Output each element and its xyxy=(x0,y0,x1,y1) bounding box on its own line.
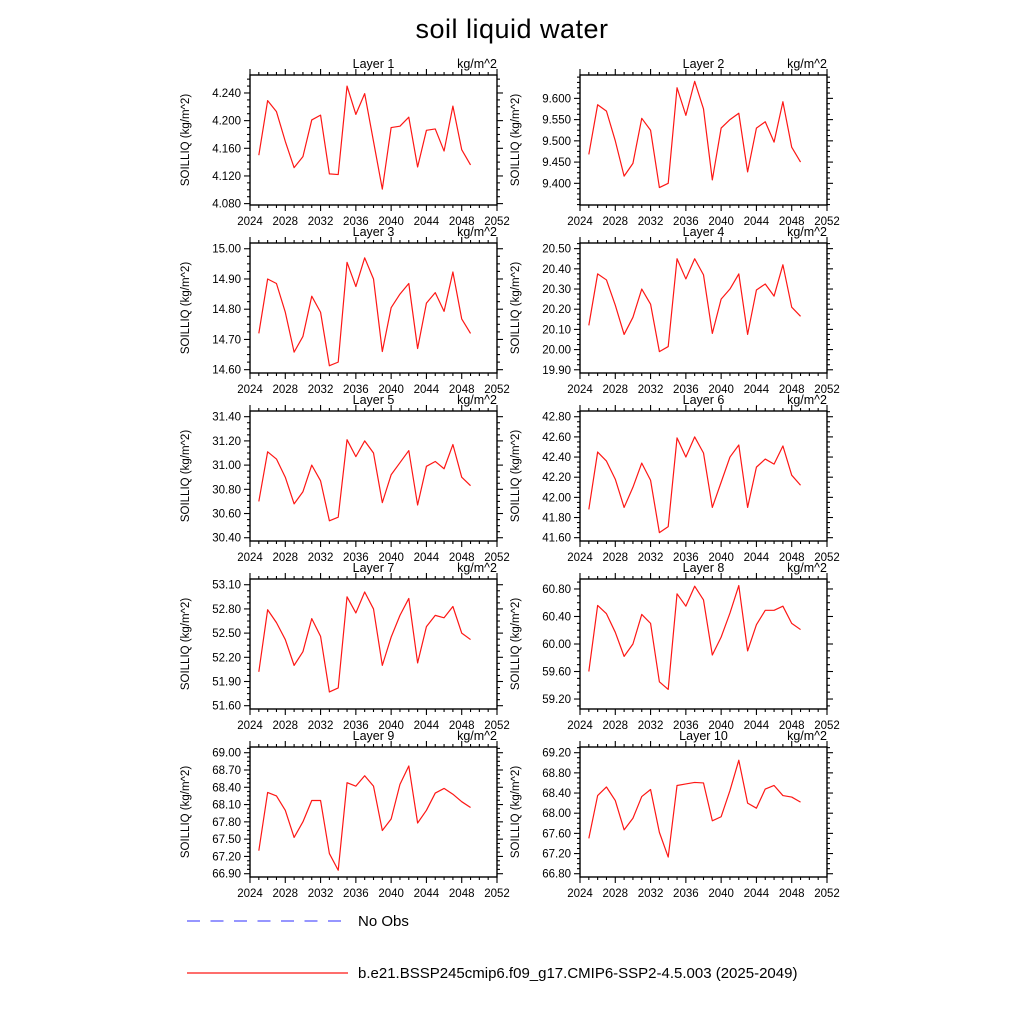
svg-text:2040: 2040 xyxy=(708,720,734,732)
svg-text:52.20: 52.20 xyxy=(212,652,241,665)
layer-5-chart xyxy=(172,387,517,575)
svg-text:2052: 2052 xyxy=(814,720,840,732)
svg-text:4.080: 4.080 xyxy=(212,198,241,211)
y-axis-label: SOILLIQ (kg/m^2) xyxy=(510,93,522,187)
svg-text:53.10: 53.10 xyxy=(212,579,241,592)
svg-text:2032: 2032 xyxy=(637,384,664,396)
panel-title: Layer 7 xyxy=(352,561,395,575)
panel-units: kg/m^2 xyxy=(457,225,497,239)
y-axis-label: SOILLIQ (kg/m^2) xyxy=(180,93,192,187)
svg-text:2024: 2024 xyxy=(567,384,593,396)
soilliq-series-line xyxy=(589,760,801,857)
svg-text:20.30: 20.30 xyxy=(542,284,571,297)
svg-text:2040: 2040 xyxy=(708,888,734,900)
svg-text:30.80: 30.80 xyxy=(212,484,241,497)
svg-text:2028: 2028 xyxy=(602,720,629,732)
layer-4-chart xyxy=(502,219,847,407)
panel-units: kg/m^2 xyxy=(787,225,827,239)
svg-text:2028: 2028 xyxy=(272,552,299,564)
axes xyxy=(542,405,840,564)
svg-text:30.40: 30.40 xyxy=(212,532,241,545)
axes xyxy=(212,69,510,228)
axes xyxy=(212,741,510,900)
svg-text:2052: 2052 xyxy=(484,216,510,228)
svg-text:20.00: 20.00 xyxy=(542,344,571,357)
svg-text:2028: 2028 xyxy=(272,720,299,732)
panel-units: kg/m^2 xyxy=(787,729,827,743)
soilliq-series-line xyxy=(259,86,471,189)
svg-text:9.450: 9.450 xyxy=(542,157,571,170)
svg-text:68.40: 68.40 xyxy=(212,782,241,795)
svg-text:2044: 2044 xyxy=(413,216,440,228)
svg-text:2032: 2032 xyxy=(637,552,664,564)
panel-units: kg/m^2 xyxy=(787,57,827,71)
y-axis-label: SOILLIQ (kg/m^2) xyxy=(510,765,522,859)
legend-model-label: b.e21.BSSP245cmip6.f09_g17.CMIP6-SSP2-4.5.003 (2025-2049) xyxy=(358,965,798,982)
svg-text:31.40: 31.40 xyxy=(212,411,241,424)
plot-frame xyxy=(580,579,827,709)
svg-text:9.500: 9.500 xyxy=(542,135,571,148)
axes xyxy=(542,573,840,732)
panel-units: kg/m^2 xyxy=(457,393,497,407)
svg-text:60.40: 60.40 xyxy=(542,611,571,624)
svg-text:2032: 2032 xyxy=(637,888,664,900)
panel-title: Layer 10 xyxy=(679,729,728,743)
soilliq-series-line xyxy=(259,766,471,870)
soilliq-series-line xyxy=(589,437,801,533)
svg-text:2048: 2048 xyxy=(448,720,475,732)
svg-text:2040: 2040 xyxy=(378,216,404,228)
svg-text:51.90: 51.90 xyxy=(212,676,241,689)
svg-text:2036: 2036 xyxy=(673,888,699,900)
svg-text:2036: 2036 xyxy=(673,216,699,228)
plot-frame xyxy=(580,747,827,877)
svg-text:4.240: 4.240 xyxy=(212,87,241,100)
y-axis-label: SOILLIQ (kg/m^2) xyxy=(510,597,522,691)
svg-text:2044: 2044 xyxy=(743,552,770,564)
layer-10-chart xyxy=(502,723,847,911)
panel-units: kg/m^2 xyxy=(457,57,497,71)
svg-text:2032: 2032 xyxy=(307,720,334,732)
svg-text:68.10: 68.10 xyxy=(212,799,241,812)
svg-text:2032: 2032 xyxy=(307,216,334,228)
svg-text:2048: 2048 xyxy=(778,720,805,732)
svg-text:2048: 2048 xyxy=(778,888,805,900)
panel-units: kg/m^2 xyxy=(457,729,497,743)
svg-text:42.40: 42.40 xyxy=(542,452,571,465)
svg-text:30.60: 30.60 xyxy=(212,508,241,521)
svg-text:2044: 2044 xyxy=(413,720,440,732)
plot-frame xyxy=(580,243,827,373)
layer-2-chart xyxy=(502,51,847,239)
svg-text:14.80: 14.80 xyxy=(212,304,241,317)
svg-text:59.60: 59.60 xyxy=(542,666,571,679)
svg-text:2028: 2028 xyxy=(602,552,629,564)
svg-text:2044: 2044 xyxy=(743,384,770,396)
svg-text:42.60: 42.60 xyxy=(542,431,571,444)
y-axis-label: SOILLIQ (kg/m^2) xyxy=(180,765,192,859)
svg-text:9.600: 9.600 xyxy=(542,93,571,106)
y-axis-label: SOILLIQ (kg/m^2) xyxy=(180,261,192,355)
soilliq-series-line xyxy=(259,592,471,692)
svg-text:20.40: 20.40 xyxy=(542,263,571,276)
svg-text:2032: 2032 xyxy=(637,216,664,228)
axes xyxy=(542,237,840,396)
svg-text:67.60: 67.60 xyxy=(542,828,571,841)
svg-text:20.20: 20.20 xyxy=(542,304,571,317)
svg-text:42.80: 42.80 xyxy=(542,411,571,424)
axes xyxy=(212,573,510,732)
svg-text:51.60: 51.60 xyxy=(212,700,241,713)
svg-text:2040: 2040 xyxy=(708,384,734,396)
svg-text:2048: 2048 xyxy=(448,384,475,396)
svg-text:69.20: 69.20 xyxy=(542,747,571,760)
svg-text:41.60: 41.60 xyxy=(542,532,571,545)
y-axis-label: SOILLIQ (kg/m^2) xyxy=(180,429,192,523)
panel-title: Layer 8 xyxy=(682,561,725,575)
svg-text:2036: 2036 xyxy=(343,552,369,564)
svg-text:4.120: 4.120 xyxy=(212,170,241,183)
panel-title: Layer 6 xyxy=(682,393,725,407)
layer-3-chart xyxy=(172,219,517,407)
svg-text:2052: 2052 xyxy=(484,552,510,564)
soilliq-series-line xyxy=(259,258,471,366)
svg-text:2024: 2024 xyxy=(567,720,593,732)
svg-text:2024: 2024 xyxy=(567,552,593,564)
plot-frame xyxy=(580,411,827,541)
svg-text:68.00: 68.00 xyxy=(542,808,571,821)
svg-text:2028: 2028 xyxy=(272,216,299,228)
svg-text:2040: 2040 xyxy=(708,552,734,564)
svg-text:2052: 2052 xyxy=(814,216,840,228)
model-line-sample xyxy=(185,968,351,978)
svg-text:52.80: 52.80 xyxy=(212,603,241,616)
svg-text:2024: 2024 xyxy=(567,888,593,900)
layer-9-chart xyxy=(172,723,517,911)
svg-text:60.80: 60.80 xyxy=(542,583,571,596)
svg-text:2052: 2052 xyxy=(484,720,510,732)
panel-title: Layer 5 xyxy=(352,393,395,407)
svg-text:2028: 2028 xyxy=(272,384,299,396)
svg-text:68.40: 68.40 xyxy=(542,788,571,801)
axes xyxy=(212,405,510,564)
svg-text:9.400: 9.400 xyxy=(542,178,571,191)
svg-text:67.20: 67.20 xyxy=(542,848,571,861)
svg-text:20.50: 20.50 xyxy=(542,243,571,256)
soilliq-series-line xyxy=(589,81,801,187)
svg-text:68.70: 68.70 xyxy=(212,764,241,777)
legend-no-obs-label: No Obs xyxy=(358,913,409,930)
svg-text:2024: 2024 xyxy=(237,552,263,564)
svg-text:14.90: 14.90 xyxy=(212,273,241,286)
soilliq-series-line xyxy=(589,259,801,352)
svg-text:2052: 2052 xyxy=(484,384,510,396)
svg-text:2036: 2036 xyxy=(343,216,369,228)
layer-1-chart xyxy=(172,51,517,239)
panel-title: Layer 4 xyxy=(682,225,725,239)
svg-text:2044: 2044 xyxy=(413,552,440,564)
svg-text:2052: 2052 xyxy=(814,552,840,564)
svg-text:2024: 2024 xyxy=(567,216,593,228)
svg-text:2048: 2048 xyxy=(778,552,805,564)
svg-text:2036: 2036 xyxy=(673,384,699,396)
panel-units: kg/m^2 xyxy=(787,393,827,407)
svg-text:2036: 2036 xyxy=(673,552,699,564)
svg-text:2032: 2032 xyxy=(307,384,334,396)
svg-text:2052: 2052 xyxy=(814,888,840,900)
panel-units: kg/m^2 xyxy=(787,561,827,575)
svg-text:2036: 2036 xyxy=(343,384,369,396)
svg-text:2028: 2028 xyxy=(602,216,629,228)
svg-text:67.50: 67.50 xyxy=(212,834,241,847)
svg-text:2052: 2052 xyxy=(484,888,510,900)
axes xyxy=(212,237,510,396)
svg-text:42.20: 42.20 xyxy=(542,472,571,485)
svg-text:2036: 2036 xyxy=(343,888,369,900)
svg-text:69.00: 69.00 xyxy=(212,747,241,760)
layer-7-chart xyxy=(172,555,517,743)
y-axis-label: SOILLIQ (kg/m^2) xyxy=(180,597,192,691)
svg-text:14.70: 14.70 xyxy=(212,334,241,347)
layer-8-chart xyxy=(502,555,847,743)
svg-text:2040: 2040 xyxy=(378,720,404,732)
svg-text:2024: 2024 xyxy=(237,888,263,900)
svg-text:2044: 2044 xyxy=(413,384,440,396)
plot-frame xyxy=(250,747,497,877)
plot-frame xyxy=(250,411,497,541)
svg-text:68.80: 68.80 xyxy=(542,767,571,780)
no-obs-line-sample xyxy=(185,916,351,926)
svg-text:14.60: 14.60 xyxy=(212,364,241,377)
svg-text:60.00: 60.00 xyxy=(542,639,571,651)
svg-text:2044: 2044 xyxy=(743,888,770,900)
panel-units: kg/m^2 xyxy=(457,561,497,575)
svg-text:66.90: 66.90 xyxy=(212,868,241,881)
svg-text:2028: 2028 xyxy=(602,888,629,900)
svg-text:2024: 2024 xyxy=(237,720,263,732)
panel-title: Layer 9 xyxy=(352,729,395,743)
svg-text:2048: 2048 xyxy=(448,888,475,900)
svg-text:2036: 2036 xyxy=(343,720,369,732)
svg-text:2048: 2048 xyxy=(778,216,805,228)
svg-text:2040: 2040 xyxy=(378,384,404,396)
svg-text:15.00: 15.00 xyxy=(212,243,241,256)
soilliq-series-line xyxy=(589,586,801,690)
svg-text:66.80: 66.80 xyxy=(542,868,571,881)
svg-text:2040: 2040 xyxy=(378,552,404,564)
svg-text:2048: 2048 xyxy=(778,384,805,396)
svg-text:41.80: 41.80 xyxy=(542,512,571,525)
svg-text:2040: 2040 xyxy=(378,888,404,900)
panel-title: Layer 3 xyxy=(352,225,395,239)
axes xyxy=(542,741,840,900)
svg-text:2048: 2048 xyxy=(448,552,475,564)
svg-text:4.200: 4.200 xyxy=(212,115,241,128)
svg-text:20.10: 20.10 xyxy=(542,324,571,337)
svg-text:67.20: 67.20 xyxy=(212,851,241,864)
svg-text:67.80: 67.80 xyxy=(212,816,241,829)
svg-text:2032: 2032 xyxy=(637,720,664,732)
svg-text:2044: 2044 xyxy=(413,888,440,900)
svg-text:2040: 2040 xyxy=(708,216,734,228)
soilliq-series-line xyxy=(259,440,471,521)
svg-text:2028: 2028 xyxy=(272,888,299,900)
svg-text:31.00: 31.00 xyxy=(212,460,241,473)
svg-text:4.160: 4.160 xyxy=(212,143,241,156)
panel-title: Layer 2 xyxy=(682,57,725,71)
svg-text:2028: 2028 xyxy=(602,384,629,396)
y-axis-label: SOILLIQ (kg/m^2) xyxy=(510,429,522,523)
svg-text:2024: 2024 xyxy=(237,216,263,228)
y-axis-label: SOILLIQ (kg/m^2) xyxy=(510,261,522,355)
svg-text:2032: 2032 xyxy=(307,552,334,564)
layer-6-chart xyxy=(502,387,847,575)
svg-text:2032: 2032 xyxy=(307,888,334,900)
svg-text:9.550: 9.550 xyxy=(542,114,571,127)
svg-text:2044: 2044 xyxy=(743,216,770,228)
svg-text:59.20: 59.20 xyxy=(542,694,571,707)
svg-text:19.90: 19.90 xyxy=(542,364,571,377)
svg-text:2052: 2052 xyxy=(814,384,840,396)
axes xyxy=(542,69,840,228)
svg-text:2048: 2048 xyxy=(448,216,475,228)
svg-text:42.00: 42.00 xyxy=(542,492,571,505)
panel-title: Layer 1 xyxy=(352,57,395,71)
svg-text:2044: 2044 xyxy=(743,720,770,732)
chart-title: soil liquid water xyxy=(415,14,609,44)
svg-text:52.50: 52.50 xyxy=(212,628,241,641)
svg-text:31.20: 31.20 xyxy=(212,435,241,448)
svg-text:2036: 2036 xyxy=(673,720,699,732)
svg-text:2024: 2024 xyxy=(237,384,263,396)
